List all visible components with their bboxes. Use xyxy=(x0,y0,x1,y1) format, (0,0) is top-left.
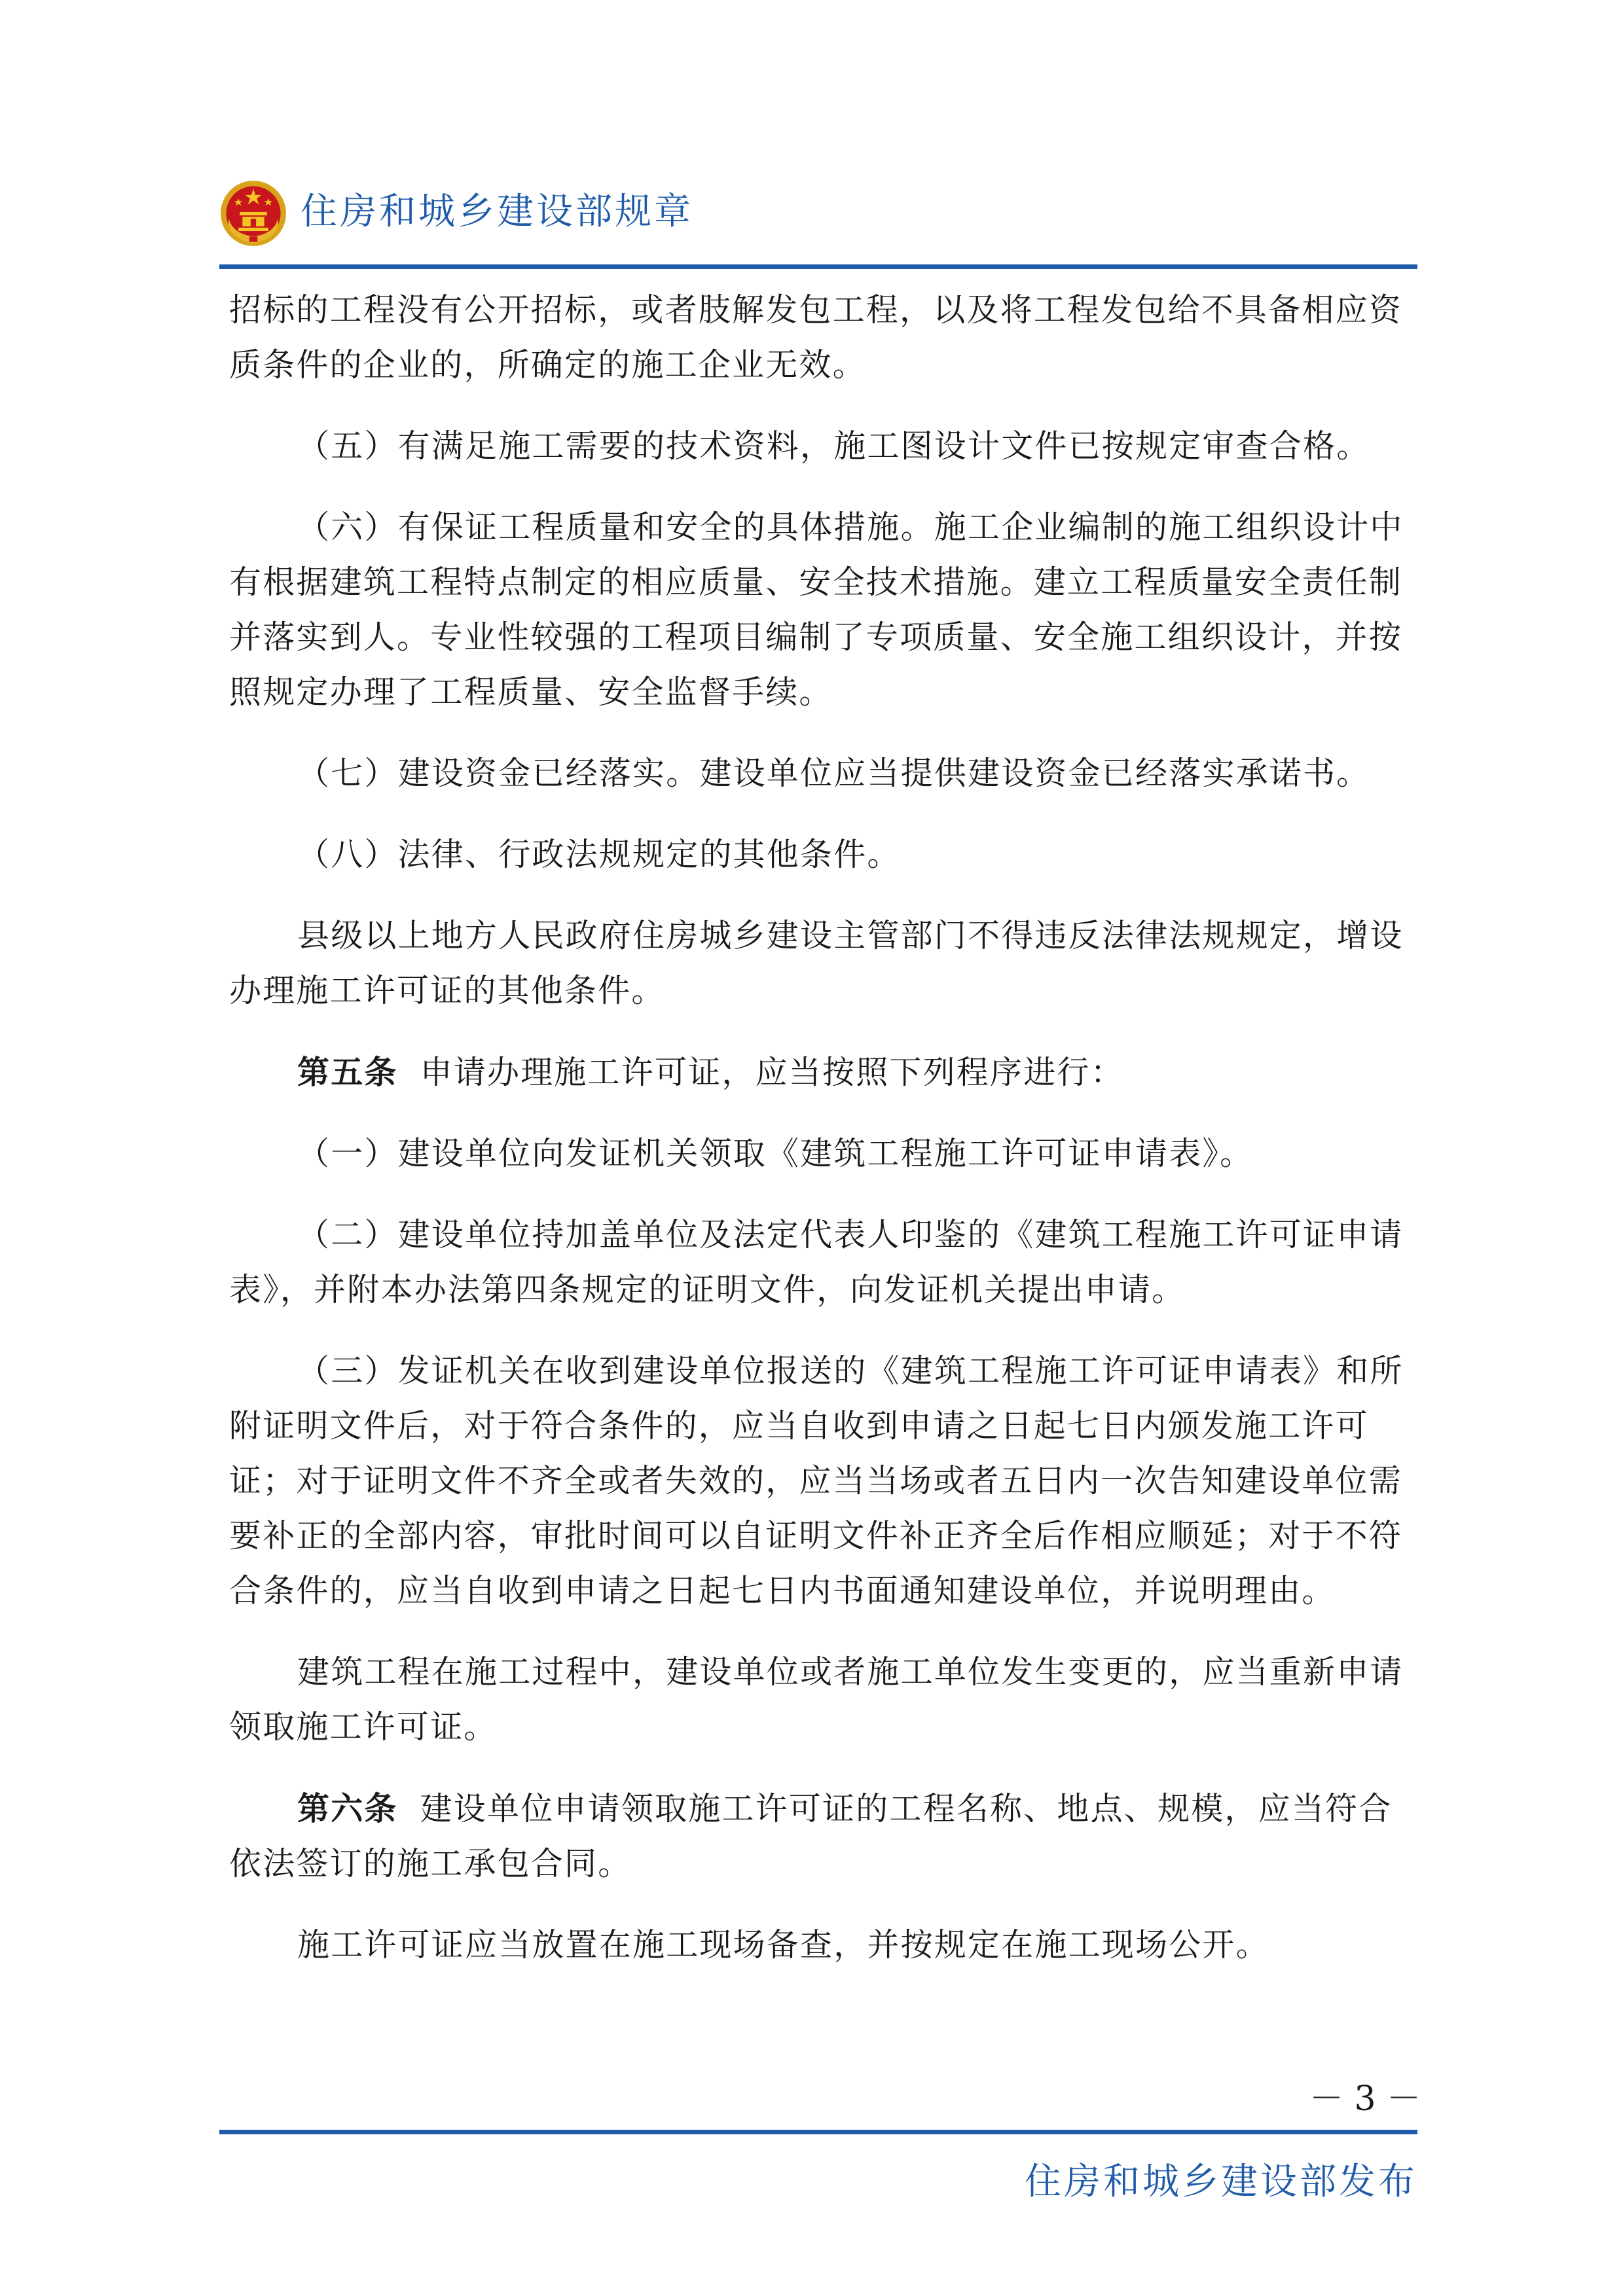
paragraph-text: 施工许可证应当放置在施工现场备查，并按规定在施工现场公开。 xyxy=(297,1926,1269,1964)
paragraph-text: 招标的工程没有公开招标，或者肢解发包工程，以及将工程发包给不具备相应资质条件的企业的，所确定的施工企业无效。 xyxy=(229,291,1403,384)
paragraph-text: （五）有满足施工需要的技术资料，施工图设计文件已按规定审查合格。 xyxy=(297,427,1370,465)
header-divider xyxy=(219,264,1417,269)
paragraph-text: （二）建设单位持加盖单位及法定代表人印鉴的《建筑工程施工许可证申请表》，并附本办法第四条规定的证明文件，向发证机关提出申请。 xyxy=(229,1216,1404,1308)
page-header xyxy=(219,177,1417,255)
paragraph xyxy=(229,1344,1408,1619)
header-title: 住房和城乡建设部规章 xyxy=(301,190,693,233)
paragraph xyxy=(229,500,1408,720)
paragraph-text: （一）建设单位向发证机关领取《建筑工程施工许可证申请表》。 xyxy=(297,1135,1254,1172)
paragraph-text: 建筑工程在施工过程中，建设单位或者施工单位发生变更的，应当重新申请领取施工许可证。 xyxy=(229,1653,1404,1746)
paragraph-text: 建设单位申请领取施工许可证的工程名称、地点、规模，应当符合依法签订的施工承包合同。 xyxy=(229,1790,1393,1882)
document-body xyxy=(229,283,1408,1999)
paragraph-text: 县级以上地方人民政府住房城乡建设主管部门不得违反法律法规规定，增设办理施工许可证的其他条件。 xyxy=(229,917,1404,1009)
paragraph-text: （八）法律、行政法规规定的其他条件。 xyxy=(297,836,901,873)
footer-divider xyxy=(219,2130,1417,2134)
national-emblem-icon xyxy=(219,179,287,247)
article-heading: 第六条 xyxy=(297,1789,398,1827)
page-number: － 3 － xyxy=(1309,2079,1421,2119)
paragraph xyxy=(229,1645,1408,1755)
paragraph xyxy=(229,1208,1408,1318)
paragraph xyxy=(229,827,1408,882)
footer-publisher: 住房和城乡建设部发布 xyxy=(1025,2161,1417,2203)
paragraph-text: （七）建设资金已经落实。建设单位应当提供建设资金已经落实承诺书。 xyxy=(297,755,1370,792)
paragraph-text: （六）有保证工程质量和安全的具体措施。施工企业编制的施工组织设计中有根据建筑工程特点制定的相应质量、安全技术措施。建立工程质量安全责任制并落实到人。专业性较强的工程项目编制了专项质量、安全施工组织设计，并按照规定办理了工程质量、安全监督手续。 xyxy=(229,509,1404,711)
paragraph xyxy=(229,746,1408,801)
paragraph-text: （三）发证机关在收到建设单位报送的《建筑工程施工许可证申请表》和所附证明文件后，对于符合条件的，应当自收到申请之日起七日内颁发施工许可证；对于证明文件不齐全或者失效的，应当当场或者五日内一次告知建设单位需要补正的全部内容，审批时间可以自证明文件补正齐全后作相应顺延；对于不符合条件的，应当自收到申请之日起七日内书面通知建设单位，并说明理由。 xyxy=(229,1352,1404,1609)
article-paragraph xyxy=(229,1045,1408,1100)
paragraph xyxy=(229,908,1408,1018)
paragraph xyxy=(229,1126,1408,1181)
article-heading: 第五条 xyxy=(297,1053,398,1091)
paragraph xyxy=(229,1918,1408,1973)
paragraph xyxy=(229,283,1408,393)
article-paragraph xyxy=(229,1781,1408,1892)
paragraph-text: 申请办理施工许可证，应当按照下列程序进行： xyxy=(420,1054,1124,1091)
paragraph xyxy=(229,419,1408,474)
